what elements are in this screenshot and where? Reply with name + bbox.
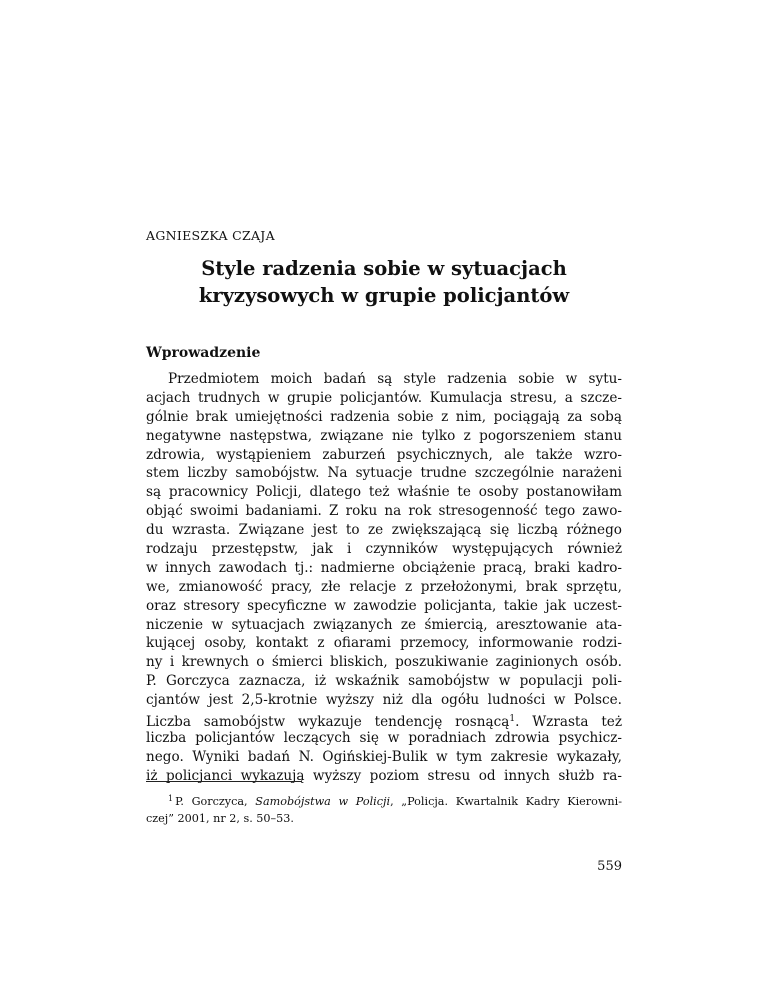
text-line: kującej osoby, kontakt z ofiarami przemocy, informowanie rodzi- [146, 635, 622, 652]
footnote [146, 790, 622, 827]
text-line: zdrowia, wystąpieniem zaburzeń psychicznych, ale także wzro- [146, 446, 622, 463]
section-heading: Wprowadzenie [146, 345, 261, 361]
footnote-line: czej” 2001, nr 2, s. 50–53. [146, 812, 294, 825]
text-line: acjach trudnych w grupie policjantów. Kumulacja stresu, a szcze- [146, 389, 622, 406]
text-line: cjantów jest 2,5-krotnie wyższy niż dla ogółu ludności w Polsce. [146, 692, 622, 709]
text-line: liczba policjantów leczących się w poradniach zdrowia psychicz- [146, 729, 622, 746]
text-line: du wzrasta. Związane jest to ze zwiększającą się liczbą różnego [146, 522, 622, 539]
footnote-source: , „Policja. Kwartalnik Kadry Kierowni- [390, 795, 622, 808]
text-line: objąć swoimi badaniami. Z roku na rok stresogenność tego zawo- [146, 503, 622, 520]
running-header-author: AGNIESZKA CZAJA [146, 228, 275, 243]
body-paragraph [146, 370, 622, 786]
text-line: ny i krewnych o śmierci bliskich, poszukiwanie zaginionych osób. [146, 654, 622, 671]
text-line: są pracownicy Policji, dlatego też właśnie te osoby postanowiłam [146, 484, 622, 501]
page-number: 559 [597, 859, 622, 874]
text-line-with-note [146, 710, 622, 729]
text-line: we, zmianowość pracy, złe relacje z przełożonymi, brak sprzętu, [146, 578, 622, 595]
footnote-separator [146, 781, 302, 782]
text-line: w innych zawodach tj.: nadmierne obciążenie pracą, braki kadro- [146, 559, 622, 576]
title-line: kryzysowych w grupie policjantów [198, 284, 570, 307]
footnote-work-title: Samobójstwa w Policji [255, 795, 391, 808]
title-line: Style radzenia sobie w sytuacjach [201, 257, 567, 280]
text-line: P. Gorczyca zaznacza, iż wskaźnik samobójstw w populacji poli- [146, 673, 622, 690]
text-fragment: . Wzrasta też [515, 714, 622, 729]
text-line: gólnie brak umiejętności radzenia sobie z nim, pociągają za sobą [146, 408, 622, 425]
text-line: negatywne następstwa, związane nie tylko z pogorszeniem stanu [146, 427, 622, 444]
footnote-reference[interactable]: 1 [509, 714, 516, 725]
text-line: stem liczby samobójstw. Na sytuacje trudne szczególnie narażeni [146, 465, 622, 482]
footnote-author: P. Gorczyca, [175, 795, 256, 808]
text-fragment: Liczba samobójstw wykazuje tendencję rosnącą [146, 714, 510, 729]
text-line: iż policjanci wykazują wyższy poziom stresu od innych służb ra- [146, 767, 622, 784]
text-line: rodzaju przestępstw, jak i czynników występujących również [146, 541, 622, 558]
text-line: Przedmiotem moich badań są style radzenia sobie w sytu- [168, 371, 622, 387]
footnote-line [146, 790, 622, 810]
article-title [146, 255, 622, 309]
text-line: niczenie w sytuacjach związanych ze śmiercią, aresztowanie ata- [146, 616, 622, 633]
text-line: oraz stresory specyficzne w zawodzie policjanta, takie jak uczest- [146, 597, 622, 614]
footnote-marker: 1 [168, 794, 174, 803]
text-line: nego. Wyniki badań N. Ogińskiej-Bulik w tym zakresie wykazały, [146, 748, 622, 765]
